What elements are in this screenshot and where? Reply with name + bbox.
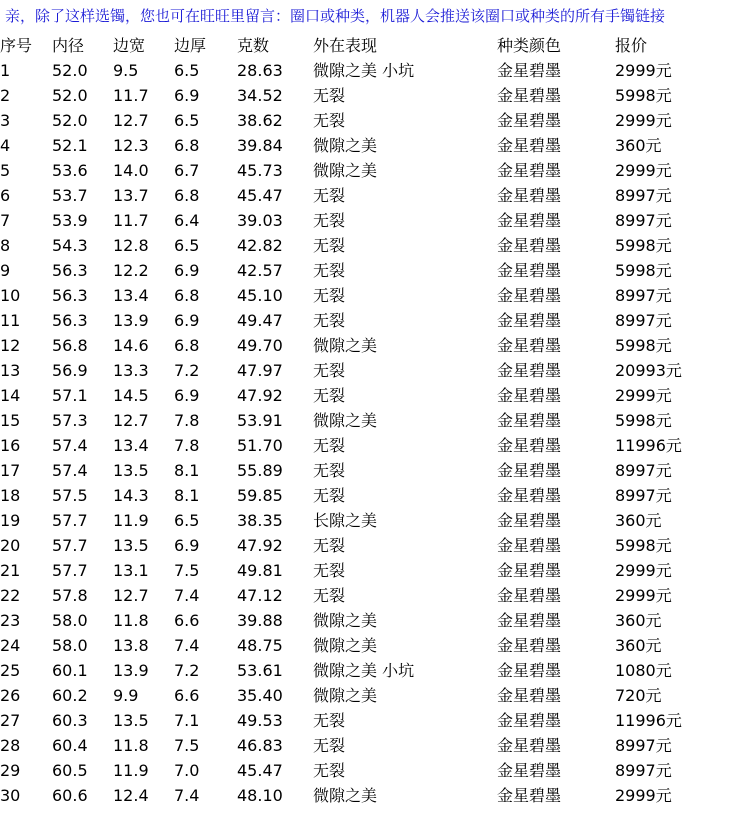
cell-band-thickness: 6.6 — [174, 686, 200, 705]
cell-appearance: 无裂 — [313, 111, 346, 130]
cell-index: 8 — [0, 236, 11, 255]
header-weight: 克数 — [237, 36, 270, 55]
cell-type-color: 金星碧墨 — [497, 561, 562, 580]
cell-band-width: 13.8 — [113, 636, 149, 655]
cell-band-width: 12.3 — [113, 136, 149, 155]
cell-appearance: 无裂 — [313, 386, 346, 405]
cell-price: 360元 — [615, 511, 662, 530]
cell-band-width: 13.3 — [113, 361, 149, 380]
cell-weight: 47.97 — [237, 361, 283, 380]
table-row — [0, 433, 720, 458]
cell-band-width: 12.8 — [113, 236, 149, 255]
cell-band-width: 14.5 — [113, 386, 149, 405]
cell-price: 8997元 — [615, 311, 672, 330]
header-price: 报价 — [615, 36, 648, 55]
cell-band-width: 9.5 — [113, 61, 139, 80]
cell-band-width: 13.1 — [113, 561, 149, 580]
cell-price: 8997元 — [615, 761, 672, 780]
table-row — [0, 508, 720, 533]
header-band-width: 边宽 — [113, 36, 146, 55]
table-row — [0, 233, 720, 258]
cell-inner-diameter: 58.0 — [52, 636, 88, 655]
cell-inner-diameter: 52.0 — [52, 86, 88, 105]
cell-weight: 59.85 — [237, 486, 283, 505]
cell-band-thickness: 7.8 — [174, 436, 200, 455]
cell-type-color: 金星碧墨 — [497, 586, 562, 605]
cell-type-color: 金星碧墨 — [497, 211, 562, 230]
cell-index: 13 — [0, 361, 21, 380]
cell-type-color: 金星碧墨 — [497, 186, 562, 205]
cell-appearance: 微隙之美 — [313, 336, 378, 355]
cell-band-thickness: 6.5 — [174, 511, 200, 530]
cell-weight: 38.35 — [237, 511, 283, 530]
table-row — [0, 408, 720, 433]
cell-band-width: 12.2 — [113, 261, 149, 280]
table-row — [0, 783, 720, 808]
cell-type-color: 金星碧墨 — [497, 61, 562, 80]
header-index: 序号 — [0, 36, 33, 55]
cell-price: 8997元 — [615, 461, 672, 480]
cell-appearance: 长隙之美 — [313, 511, 378, 530]
cell-type-color: 金星碧墨 — [497, 111, 562, 130]
cell-appearance: 微隙之美 — [313, 686, 378, 705]
cell-index: 6 — [0, 186, 11, 205]
cell-index: 28 — [0, 736, 21, 755]
cell-type-color: 金星碧墨 — [497, 461, 562, 480]
cell-appearance: 无裂 — [313, 436, 346, 455]
cell-band-width: 11.8 — [113, 736, 149, 755]
cell-band-thickness: 7.1 — [174, 711, 200, 730]
cell-band-width: 11.8 — [113, 611, 149, 630]
cell-inner-diameter: 52.0 — [52, 61, 88, 80]
cell-type-color: 金星碧墨 — [497, 411, 562, 430]
cell-band-thickness: 8.1 — [174, 461, 200, 480]
cell-inner-diameter: 54.3 — [52, 236, 88, 255]
cell-inner-diameter: 53.9 — [52, 211, 88, 230]
cell-weight: 45.10 — [237, 286, 283, 305]
table-row — [0, 58, 720, 83]
cell-index: 24 — [0, 636, 21, 655]
cell-appearance: 无裂 — [313, 236, 346, 255]
cell-type-color: 金星碧墨 — [497, 361, 562, 380]
cell-band-width: 13.5 — [113, 711, 149, 730]
cell-appearance: 无裂 — [313, 461, 346, 480]
table-row — [0, 533, 720, 558]
cell-weight: 42.82 — [237, 236, 283, 255]
cell-band-width: 13.4 — [113, 286, 149, 305]
cell-band-thickness: 6.4 — [174, 211, 200, 230]
cell-appearance: 微隙之美 — [313, 136, 378, 155]
cell-band-thickness: 6.9 — [174, 386, 200, 405]
cell-type-color: 金星碧墨 — [497, 311, 562, 330]
cell-price: 2999元 — [615, 161, 672, 180]
cell-index: 21 — [0, 561, 21, 580]
cell-inner-diameter: 56.3 — [52, 261, 88, 280]
cell-type-color: 金星碧墨 — [497, 236, 562, 255]
cell-inner-diameter: 57.7 — [52, 511, 88, 530]
header-appearance: 外在表现 — [313, 36, 378, 55]
cell-type-color: 金星碧墨 — [497, 636, 562, 655]
cell-band-thickness: 6.9 — [174, 86, 200, 105]
cell-index: 9 — [0, 261, 11, 280]
cell-weight: 47.92 — [237, 386, 283, 405]
cell-price: 2999元 — [615, 786, 672, 805]
cell-price: 20993元 — [615, 361, 682, 380]
cell-type-color: 金星碧墨 — [497, 511, 562, 530]
cell-inner-diameter: 60.1 — [52, 661, 88, 680]
cell-weight: 53.61 — [237, 661, 283, 680]
cell-appearance: 无裂 — [313, 211, 346, 230]
cell-band-thickness: 6.7 — [174, 161, 200, 180]
cell-price: 5998元 — [615, 86, 672, 105]
cell-band-thickness: 6.5 — [174, 236, 200, 255]
cell-appearance: 无裂 — [313, 736, 346, 755]
cell-band-thickness: 7.4 — [174, 636, 200, 655]
cell-index: 19 — [0, 511, 21, 530]
cell-index: 1 — [0, 61, 11, 80]
cell-price: 720元 — [615, 686, 662, 705]
cell-inner-diameter: 58.0 — [52, 611, 88, 630]
cell-band-thickness: 7.4 — [174, 586, 200, 605]
cell-type-color: 金星碧墨 — [497, 261, 562, 280]
cell-band-thickness: 6.8 — [174, 336, 200, 355]
cell-band-thickness: 8.1 — [174, 486, 200, 505]
cell-weight: 49.53 — [237, 711, 283, 730]
table-row — [0, 658, 720, 683]
cell-price: 8997元 — [615, 736, 672, 755]
cell-appearance: 无裂 — [313, 86, 346, 105]
cell-band-width: 11.9 — [113, 761, 149, 780]
cell-appearance: 无裂 — [313, 711, 346, 730]
cell-band-thickness: 7.0 — [174, 761, 200, 780]
table-body — [0, 58, 720, 808]
table-row — [0, 258, 720, 283]
cell-band-thickness: 7.5 — [174, 736, 200, 755]
cell-band-thickness: 7.2 — [174, 361, 200, 380]
cell-type-color: 金星碧墨 — [497, 786, 562, 805]
cell-index: 22 — [0, 586, 21, 605]
cell-index: 30 — [0, 786, 21, 805]
cell-price: 2999元 — [615, 386, 672, 405]
cell-band-width: 11.7 — [113, 86, 149, 105]
cell-band-thickness: 7.5 — [174, 561, 200, 580]
cell-price: 360元 — [615, 636, 662, 655]
table-row — [0, 358, 720, 383]
cell-appearance: 微隙之美 — [313, 411, 378, 430]
cell-weight: 49.70 — [237, 336, 283, 355]
cell-index: 20 — [0, 536, 21, 555]
cell-index: 15 — [0, 411, 21, 430]
cell-type-color: 金星碧墨 — [497, 536, 562, 555]
cell-inner-diameter: 57.7 — [52, 536, 88, 555]
cell-price: 11996元 — [615, 436, 682, 455]
table-row — [0, 183, 720, 208]
cell-appearance: 微隙之美 — [313, 636, 378, 655]
cell-weight: 49.47 — [237, 311, 283, 330]
cell-inner-diameter: 57.5 — [52, 486, 88, 505]
cell-band-thickness: 6.9 — [174, 536, 200, 555]
cell-band-width: 14.3 — [113, 486, 149, 505]
cell-index: 10 — [0, 286, 21, 305]
cell-index: 18 — [0, 486, 21, 505]
cell-appearance: 无裂 — [313, 261, 346, 280]
cell-price: 2999元 — [615, 561, 672, 580]
table-row — [0, 608, 720, 633]
table-row — [0, 308, 720, 333]
cell-inner-diameter: 57.3 — [52, 411, 88, 430]
cell-price: 2999元 — [615, 586, 672, 605]
cell-weight: 48.75 — [237, 636, 283, 655]
cell-index: 11 — [0, 311, 21, 330]
cell-band-thickness: 7.4 — [174, 786, 200, 805]
cell-appearance: 无裂 — [313, 761, 346, 780]
cell-index: 25 — [0, 661, 21, 680]
header-inner-diameter: 内径 — [52, 36, 85, 55]
cell-appearance: 无裂 — [313, 186, 346, 205]
cell-appearance: 无裂 — [313, 361, 346, 380]
cell-price: 2999元 — [615, 61, 672, 80]
cell-type-color: 金星碧墨 — [497, 86, 562, 105]
cell-type-color: 金星碧墨 — [497, 436, 562, 455]
cell-inner-diameter: 57.4 — [52, 436, 88, 455]
table-row — [0, 108, 720, 133]
cell-appearance: 无裂 — [313, 561, 346, 580]
cell-price: 1080元 — [615, 661, 672, 680]
cell-band-width: 12.4 — [113, 786, 149, 805]
cell-band-width: 13.4 — [113, 436, 149, 455]
cell-weight: 35.40 — [237, 686, 283, 705]
cell-weight: 34.52 — [237, 86, 283, 105]
table-row — [0, 733, 720, 758]
cell-inner-diameter: 57.4 — [52, 461, 88, 480]
cell-index: 12 — [0, 336, 21, 355]
cell-band-thickness: 7.2 — [174, 661, 200, 680]
cell-price: 8997元 — [615, 286, 672, 305]
table-row — [0, 483, 720, 508]
cell-price: 360元 — [615, 136, 662, 155]
cell-band-width: 14.0 — [113, 161, 149, 180]
cell-index: 7 — [0, 211, 11, 230]
cell-band-width: 11.9 — [113, 511, 149, 530]
cell-price: 8997元 — [615, 211, 672, 230]
cell-inner-diameter: 53.6 — [52, 161, 88, 180]
table-row — [0, 633, 720, 658]
cell-band-thickness: 6.9 — [174, 261, 200, 280]
cell-price: 8997元 — [615, 186, 672, 205]
cell-price: 5998元 — [615, 411, 672, 430]
cell-inner-diameter: 57.1 — [52, 386, 88, 405]
cell-band-thickness: 6.9 — [174, 311, 200, 330]
cell-band-thickness: 6.5 — [174, 61, 200, 80]
cell-index: 14 — [0, 386, 21, 405]
cell-weight: 39.03 — [237, 211, 283, 230]
cell-index: 5 — [0, 161, 11, 180]
cell-type-color: 金星碧墨 — [497, 736, 562, 755]
cell-appearance: 微隙之美 — [313, 611, 378, 630]
cell-inner-diameter: 60.5 — [52, 761, 88, 780]
cell-band-width: 14.6 — [113, 336, 149, 355]
cell-band-width: 13.9 — [113, 311, 149, 330]
table-row — [0, 333, 720, 358]
cell-type-color: 金星碧墨 — [497, 711, 562, 730]
cell-weight: 45.47 — [237, 761, 283, 780]
cell-price: 5998元 — [615, 536, 672, 555]
cell-appearance: 微隙之美 — [313, 786, 378, 805]
cell-type-color: 金星碧墨 — [497, 286, 562, 305]
table-row — [0, 558, 720, 583]
cell-weight: 28.63 — [237, 61, 283, 80]
cell-price: 360元 — [615, 611, 662, 630]
cell-type-color: 金星碧墨 — [497, 761, 562, 780]
table-row — [0, 758, 720, 783]
cell-appearance: 无裂 — [313, 486, 346, 505]
cell-index: 23 — [0, 611, 21, 630]
cell-price: 11996元 — [615, 711, 682, 730]
table-row — [0, 133, 720, 158]
table-row — [0, 208, 720, 233]
cell-weight: 53.91 — [237, 411, 283, 430]
cell-inner-diameter: 53.7 — [52, 186, 88, 205]
cell-band-width: 11.7 — [113, 211, 149, 230]
table-row — [0, 283, 720, 308]
cell-weight: 42.57 — [237, 261, 283, 280]
cell-type-color: 金星碧墨 — [497, 611, 562, 630]
cell-type-color: 金星碧墨 — [497, 136, 562, 155]
cell-appearance: 无裂 — [313, 311, 346, 330]
cell-inner-diameter: 57.8 — [52, 586, 88, 605]
cell-weight: 46.83 — [237, 736, 283, 755]
cell-index: 16 — [0, 436, 21, 455]
cell-type-color: 金星碧墨 — [497, 686, 562, 705]
cell-price: 5998元 — [615, 236, 672, 255]
cell-inner-diameter: 56.9 — [52, 361, 88, 380]
cell-weight: 38.62 — [237, 111, 283, 130]
cell-index: 4 — [0, 136, 11, 155]
cell-inner-diameter: 60.2 — [52, 686, 88, 705]
table-row — [0, 583, 720, 608]
cell-inner-diameter: 60.4 — [52, 736, 88, 755]
cell-type-color: 金星碧墨 — [497, 386, 562, 405]
cell-price: 5998元 — [615, 261, 672, 280]
cell-weight: 49.81 — [237, 561, 283, 580]
cell-band-width: 13.7 — [113, 186, 149, 205]
cell-weight: 55.89 — [237, 461, 283, 480]
cell-inner-diameter: 60.6 — [52, 786, 88, 805]
cell-inner-diameter: 52.1 — [52, 136, 88, 155]
cell-type-color: 金星碧墨 — [497, 336, 562, 355]
cell-weight: 47.12 — [237, 586, 283, 605]
cell-band-thickness: 6.8 — [174, 186, 200, 205]
cell-inner-diameter: 52.0 — [52, 111, 88, 130]
cell-inner-diameter: 56.8 — [52, 336, 88, 355]
table-row — [0, 683, 720, 708]
cell-appearance: 微隙之美 小坑 — [313, 661, 415, 680]
table-row — [0, 708, 720, 733]
cell-weight: 48.10 — [237, 786, 283, 805]
table-row — [0, 83, 720, 108]
header-band-thickness: 边厚 — [174, 36, 207, 55]
table-header-row — [0, 34, 720, 58]
cell-appearance: 无裂 — [313, 586, 346, 605]
cell-inner-diameter: 56.3 — [52, 311, 88, 330]
table-row — [0, 158, 720, 183]
header-type-color: 种类颜色 — [497, 36, 562, 55]
cell-index: 3 — [0, 111, 11, 130]
cell-band-thickness: 6.5 — [174, 111, 200, 130]
table-row — [0, 458, 720, 483]
cell-index: 26 — [0, 686, 21, 705]
cell-band-thickness: 6.8 — [174, 286, 200, 305]
cell-band-width: 9.9 — [113, 686, 139, 705]
cell-weight: 45.73 — [237, 161, 283, 180]
cell-inner-diameter: 56.3 — [52, 286, 88, 305]
cell-appearance: 微隙之美 — [313, 161, 378, 180]
table-row — [0, 383, 720, 408]
cell-band-width: 12.7 — [113, 586, 149, 605]
cell-appearance: 无裂 — [313, 536, 346, 555]
cell-band-thickness: 6.8 — [174, 136, 200, 155]
cell-type-color: 金星碧墨 — [497, 486, 562, 505]
cell-index: 27 — [0, 711, 21, 730]
cell-inner-diameter: 60.3 — [52, 711, 88, 730]
cell-type-color: 金星碧墨 — [497, 661, 562, 680]
cell-band-thickness: 6.6 — [174, 611, 200, 630]
cell-appearance: 微隙之美 小坑 — [313, 61, 415, 80]
cell-weight: 39.84 — [237, 136, 283, 155]
cell-inner-diameter: 57.7 — [52, 561, 88, 580]
cell-weight: 39.88 — [237, 611, 283, 630]
cell-appearance: 无裂 — [313, 286, 346, 305]
cell-type-color: 金星碧墨 — [497, 161, 562, 180]
cell-weight: 45.47 — [237, 186, 283, 205]
cell-band-thickness: 7.8 — [174, 411, 200, 430]
cell-index: 2 — [0, 86, 11, 105]
cell-weight: 47.92 — [237, 536, 283, 555]
cell-band-width: 13.5 — [113, 461, 149, 480]
cell-price: 8997元 — [615, 486, 672, 505]
notice-text: 亲，除了这样选镯，您也可在旺旺里留言：圈口或种类，机器人会推送该圈口或种类的所有手镯链接 — [5, 7, 666, 25]
cell-band-width: 12.7 — [113, 111, 149, 130]
cell-index: 29 — [0, 761, 21, 780]
cell-band-width: 13.9 — [113, 661, 149, 680]
cell-index: 17 — [0, 461, 21, 480]
cell-price: 5998元 — [615, 336, 672, 355]
cell-band-width: 12.7 — [113, 411, 149, 430]
bracelet-table — [0, 34, 720, 808]
cell-weight: 51.70 — [237, 436, 283, 455]
cell-price: 2999元 — [615, 111, 672, 130]
cell-band-width: 13.5 — [113, 536, 149, 555]
